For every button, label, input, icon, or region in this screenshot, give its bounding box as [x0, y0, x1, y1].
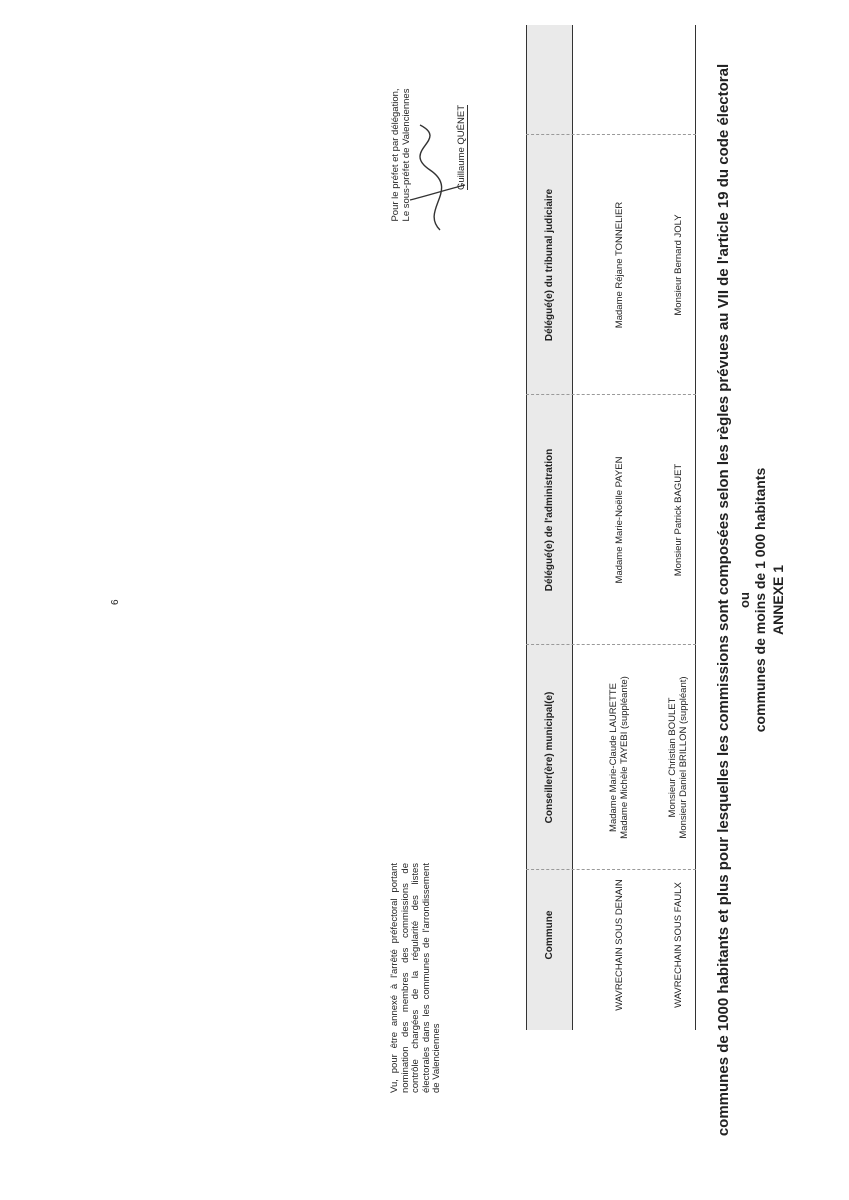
column-divider: [526, 394, 696, 395]
signature-line-2: Le sous-préfet de Valenciennes: [401, 88, 412, 222]
signature-line-1: Pour le préfet et par délégation,: [390, 88, 401, 222]
table-top-rule: [526, 25, 527, 1030]
table-header-rule: [572, 25, 573, 1030]
header-admin: Délégué(e) de l'administration: [544, 448, 555, 592]
column-divider: [526, 644, 696, 645]
header-commune: Commune: [544, 910, 555, 960]
annex-subtitle: communes de moins de 1 000 habitants: [752, 467, 768, 733]
row2-conseiller-2: Monsieur Daniel BRILLON (suppléant): [678, 676, 689, 839]
annex-note: Vu, pour être annexé à l'arrêté préfectoral portant nomination des membres des commissions de contrôle chargées de la régularité des listes électorales dans les communes de l'arrondissement de Valenciennes: [389, 863, 442, 1093]
signatory-name: Guillaume QUÉNET: [456, 105, 467, 190]
row1-conseiller-2: Madame Michèle TAYEBI (suppléante): [619, 676, 630, 839]
row1-conseiller-1: Madame Marie-Claude LAURETTE: [608, 683, 619, 832]
column-divider: [526, 134, 696, 135]
row1-admin: Madame Marie-Noëlle PAYEN: [614, 456, 625, 584]
annex-description: communes de 1000 habitants et plus pour lesquelles les commissions sont composées selon les règles prévues au VII de l'article 19 du code électoral: [715, 63, 732, 1137]
table-bottom-rule: [695, 25, 696, 1030]
column-divider: [526, 869, 696, 870]
annex-title: ANNEXE 1: [770, 564, 786, 636]
row2-commune: WAVRECHAIN SOUS FAULX: [673, 882, 684, 1008]
header-tribunal: Délégué(e) du tribunal judiciaire: [544, 188, 555, 342]
row2-admin: Monsieur Patrick BAGUET: [673, 463, 684, 577]
page-number: 6: [110, 599, 121, 605]
row2-tribunal: Monsieur Bernard JOLY: [673, 214, 684, 316]
row1-tribunal: Madame Réjane TONNELIER: [614, 201, 625, 329]
commissions-table: [526, 20, 696, 1100]
annex-or: ou: [737, 592, 752, 608]
header-conseiller: Conseiller(ère) municipal(e): [544, 691, 555, 824]
row1-commune: WAVRECHAIN SOUS DENAIN: [614, 879, 625, 1011]
row2-conseiller-1: Monsieur Christian BOULET: [667, 697, 678, 818]
